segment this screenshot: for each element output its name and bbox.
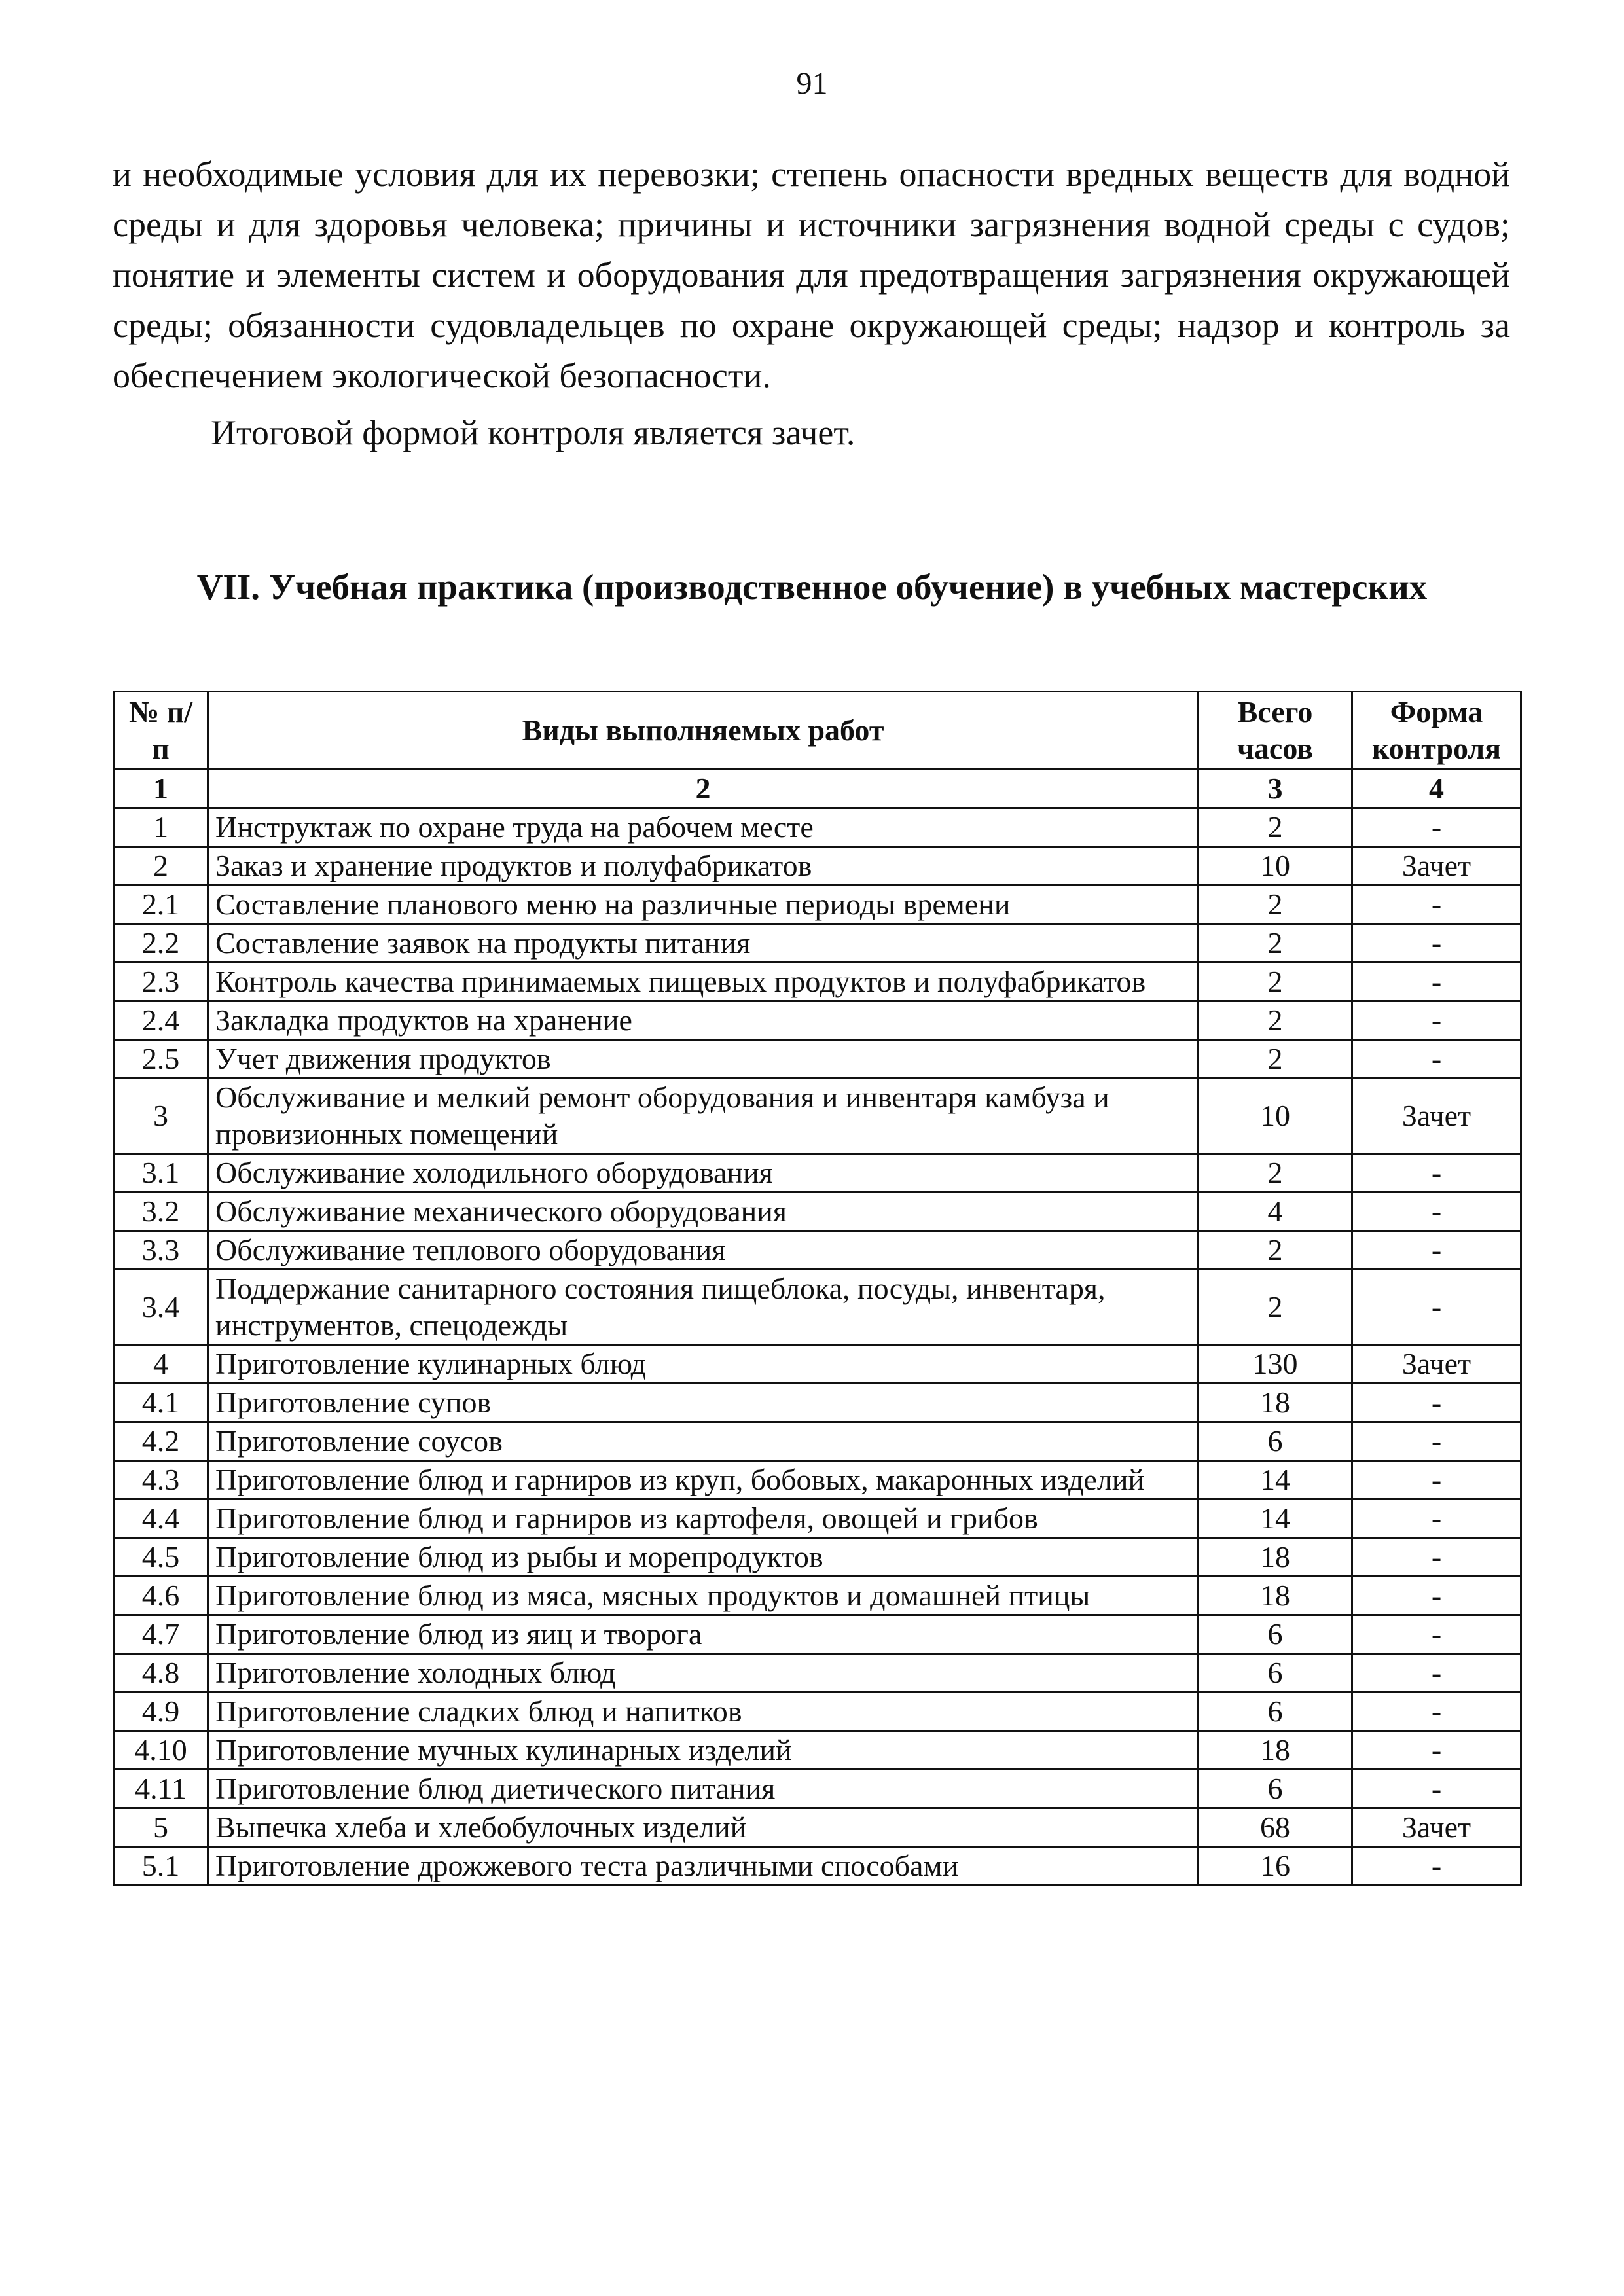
table-row <box>114 886 1521 924</box>
row-hours-cell: 130 <box>1199 1345 1352 1384</box>
row-work-cell: Обслуживание и мелкий ремонт оборудования и инвентаря камбуза и провизионных помещений <box>208 1079 1199 1154</box>
row-number-cell: 4.5 <box>114 1538 208 1577</box>
row-hours-cell: 2 <box>1199 1154 1352 1193</box>
row-form-cell: - <box>1352 1270 1521 1345</box>
row-number-cell: 5.1 <box>114 1847 208 1886</box>
row-number-cell: 4.3 <box>114 1461 208 1499</box>
works-table <box>113 691 1522 1886</box>
control-paragraph: Итоговой формой контроля является зачет. <box>211 413 856 452</box>
row-number-cell: 4.11 <box>114 1770 208 1808</box>
header-hours: Всего часов <box>1199 692 1352 770</box>
row-hours-cell: 18 <box>1199 1731 1352 1770</box>
row-hours-cell: 10 <box>1199 847 1352 886</box>
row-hours-cell: 6 <box>1199 1615 1352 1654</box>
table-row <box>114 808 1521 847</box>
row-form-cell: - <box>1352 1654 1521 1693</box>
row-number-cell: 4 <box>114 1345 208 1384</box>
table-row <box>114 1538 1521 1577</box>
row-hours-cell: 14 <box>1199 1461 1352 1499</box>
row-work-cell: Приготовление мучных кулинарных изделий <box>208 1731 1199 1770</box>
row-number-cell: 4.10 <box>114 1731 208 1770</box>
row-work-cell: Приготовление соусов <box>208 1422 1199 1461</box>
row-form-cell: Зачет <box>1352 1079 1521 1154</box>
table-row <box>114 1654 1521 1693</box>
row-work-cell: Приготовление кулинарных блюд <box>208 1345 1199 1384</box>
row-hours-cell: 6 <box>1199 1693 1352 1731</box>
table-index-row <box>114 770 1521 808</box>
row-form-cell: Зачет <box>1352 1345 1521 1384</box>
row-number-cell: 3.2 <box>114 1193 208 1231</box>
table-row <box>114 1384 1521 1422</box>
row-form-cell: - <box>1352 1231 1521 1270</box>
row-work-cell: Приготовление холодных блюд <box>208 1654 1199 1693</box>
table-row <box>114 1270 1521 1345</box>
row-hours-cell: 18 <box>1199 1538 1352 1577</box>
row-work-cell: Приготовление блюд из рыбы и морепродуктов <box>208 1538 1199 1577</box>
row-number-cell: 4.6 <box>114 1577 208 1615</box>
row-hours-cell: 2 <box>1199 886 1352 924</box>
row-work-cell: Приготовление блюд и гарниров из картофеля, овощей и грибов <box>208 1499 1199 1538</box>
table-row <box>114 963 1521 1001</box>
row-work-cell: Заказ и хранение продуктов и полуфабрикатов <box>208 847 1199 886</box>
index-cell: 3 <box>1199 770 1352 808</box>
row-number-cell: 4.8 <box>114 1654 208 1693</box>
table-row <box>114 1345 1521 1384</box>
row-hours-cell: 18 <box>1199 1577 1352 1615</box>
row-hours-cell: 2 <box>1199 924 1352 963</box>
index-cell: 2 <box>208 770 1199 808</box>
row-work-cell: Выпечка хлеба и хлебобулочных изделий <box>208 1808 1199 1847</box>
row-form-cell: - <box>1352 1538 1521 1577</box>
table-row <box>114 1847 1521 1886</box>
row-work-cell: Приготовление блюд диетического питания <box>208 1770 1199 1808</box>
table-row <box>114 847 1521 886</box>
row-work-cell: Обслуживание теплового оборудования <box>208 1231 1199 1270</box>
table-header-row <box>114 692 1521 770</box>
row-number-cell: 1 <box>114 808 208 847</box>
row-work-cell: Приготовление дрожжевого теста различными способами <box>208 1847 1199 1886</box>
row-hours-cell: 14 <box>1199 1499 1352 1538</box>
table-row <box>114 1808 1521 1847</box>
row-form-cell: - <box>1352 924 1521 963</box>
row-work-cell: Составление заявок на продукты питания <box>208 924 1199 963</box>
row-work-cell: Закладка продуктов на хранение <box>208 1001 1199 1040</box>
row-hours-cell: 2 <box>1199 808 1352 847</box>
row-form-cell: - <box>1352 963 1521 1001</box>
row-number-cell: 4.7 <box>114 1615 208 1654</box>
row-number-cell: 2.4 <box>114 1001 208 1040</box>
table-row <box>114 1154 1521 1193</box>
row-number-cell: 2 <box>114 847 208 886</box>
row-form-cell: - <box>1352 1040 1521 1079</box>
table-row <box>114 1770 1521 1808</box>
table-row <box>114 924 1521 963</box>
row-number-cell: 3 <box>114 1079 208 1154</box>
table-row <box>114 1231 1521 1270</box>
row-work-cell: Приготовление блюд из мяса, мясных продуктов и домашней птицы <box>208 1577 1199 1615</box>
index-cell: 1 <box>114 770 208 808</box>
row-work-cell: Приготовление сладких блюд и напитков <box>208 1693 1199 1731</box>
row-hours-cell: 6 <box>1199 1654 1352 1693</box>
row-form-cell: - <box>1352 1693 1521 1731</box>
table-row <box>114 1001 1521 1040</box>
section-heading: VII. Учебная практика (производственное обучение) в учебных мастерских <box>196 567 1428 607</box>
row-form-cell: - <box>1352 1193 1521 1231</box>
row-number-cell: 2.5 <box>114 1040 208 1079</box>
row-number-cell: 4.4 <box>114 1499 208 1538</box>
row-hours-cell: 6 <box>1199 1770 1352 1808</box>
table-row <box>114 1461 1521 1499</box>
row-hours-cell: 2 <box>1199 1001 1352 1040</box>
row-hours-cell: 68 <box>1199 1808 1352 1847</box>
row-hours-cell: 16 <box>1199 1847 1352 1886</box>
row-hours-cell: 2 <box>1199 1231 1352 1270</box>
row-form-cell: - <box>1352 1499 1521 1538</box>
row-work-cell: Контроль качества принимаемых пищевых продуктов и полуфабрикатов <box>208 963 1199 1001</box>
row-number-cell: 2.1 <box>114 886 208 924</box>
row-work-cell: Приготовление супов <box>208 1384 1199 1422</box>
table-row <box>114 1040 1521 1079</box>
index-cell: 4 <box>1352 770 1521 808</box>
row-hours-cell: 2 <box>1199 963 1352 1001</box>
row-form-cell: - <box>1352 1384 1521 1422</box>
row-form-cell: - <box>1352 1461 1521 1499</box>
row-form-cell: - <box>1352 886 1521 924</box>
row-work-cell: Приготовление блюд из яиц и творога <box>208 1615 1199 1654</box>
body-text <box>113 149 1510 458</box>
row-hours-cell: 2 <box>1199 1270 1352 1345</box>
table-row <box>114 1577 1521 1615</box>
header-num: № п/п <box>114 692 208 770</box>
row-form-cell: - <box>1352 1577 1521 1615</box>
row-number-cell: 3.4 <box>114 1270 208 1345</box>
row-work-cell: Обслуживание холодильного оборудования <box>208 1154 1199 1193</box>
row-hours-cell: 2 <box>1199 1040 1352 1079</box>
row-form-cell: Зачет <box>1352 1808 1521 1847</box>
row-work-cell: Учет движения продуктов <box>208 1040 1199 1079</box>
table-body <box>114 808 1521 1886</box>
row-hours-cell: 4 <box>1199 1193 1352 1231</box>
row-form-cell: - <box>1352 1615 1521 1654</box>
table-row <box>114 1193 1521 1231</box>
row-form-cell: - <box>1352 1154 1521 1193</box>
table-row <box>114 1422 1521 1461</box>
row-work-cell: Поддержание санитарного состояния пищеблока, посуды, инвентаря, инструментов, спецодежды <box>208 1270 1199 1345</box>
table-row <box>114 1079 1521 1154</box>
page-number: 91 <box>796 66 828 101</box>
row-number-cell: 3.1 <box>114 1154 208 1193</box>
row-hours-cell: 18 <box>1199 1384 1352 1422</box>
row-number-cell: 4.2 <box>114 1422 208 1461</box>
row-number-cell: 3.3 <box>114 1231 208 1270</box>
header-work: Виды выполняемых работ <box>208 692 1199 770</box>
row-form-cell: Зачет <box>1352 847 1521 886</box>
row-hours-cell: 6 <box>1199 1422 1352 1461</box>
row-form-cell: - <box>1352 1001 1521 1040</box>
row-number-cell: 2.2 <box>114 924 208 963</box>
table-row <box>114 1731 1521 1770</box>
table-row <box>114 1615 1521 1654</box>
row-work-cell: Обслуживание механического оборудования <box>208 1193 1199 1231</box>
row-number-cell: 5 <box>114 1808 208 1847</box>
row-work-cell: Приготовление блюд и гарниров из круп, бобовых, макаронных изделий <box>208 1461 1199 1499</box>
row-number-cell: 4.9 <box>114 1693 208 1731</box>
row-form-cell: - <box>1352 1731 1521 1770</box>
row-form-cell: - <box>1352 1770 1521 1808</box>
table-row <box>114 1693 1521 1731</box>
row-form-cell: - <box>1352 1422 1521 1461</box>
row-hours-cell: 10 <box>1199 1079 1352 1154</box>
table-row <box>114 1499 1521 1538</box>
row-work-cell: Инструктаж по охране труда на рабочем месте <box>208 808 1199 847</box>
row-form-cell: - <box>1352 808 1521 847</box>
row-work-cell: Составление планового меню на различные периоды времени <box>208 886 1199 924</box>
intro-paragraph: и необходимые условия для их перевозки; степень опасности вредных веществ для водной среды и для здоровья человека; причины и источники загрязнения водной среды с судов; понятие и элементы систем и оборудования для предотвращения загрязнения окружающей среды; обязанности судовладельцев по охране окружающей среды; надзор и контроль за обеспечением экологической безопасности. <box>113 154 1510 395</box>
header-form: Форма контроля <box>1352 692 1521 770</box>
row-number-cell: 4.1 <box>114 1384 208 1422</box>
row-form-cell: - <box>1352 1847 1521 1886</box>
row-number-cell: 2.3 <box>114 963 208 1001</box>
